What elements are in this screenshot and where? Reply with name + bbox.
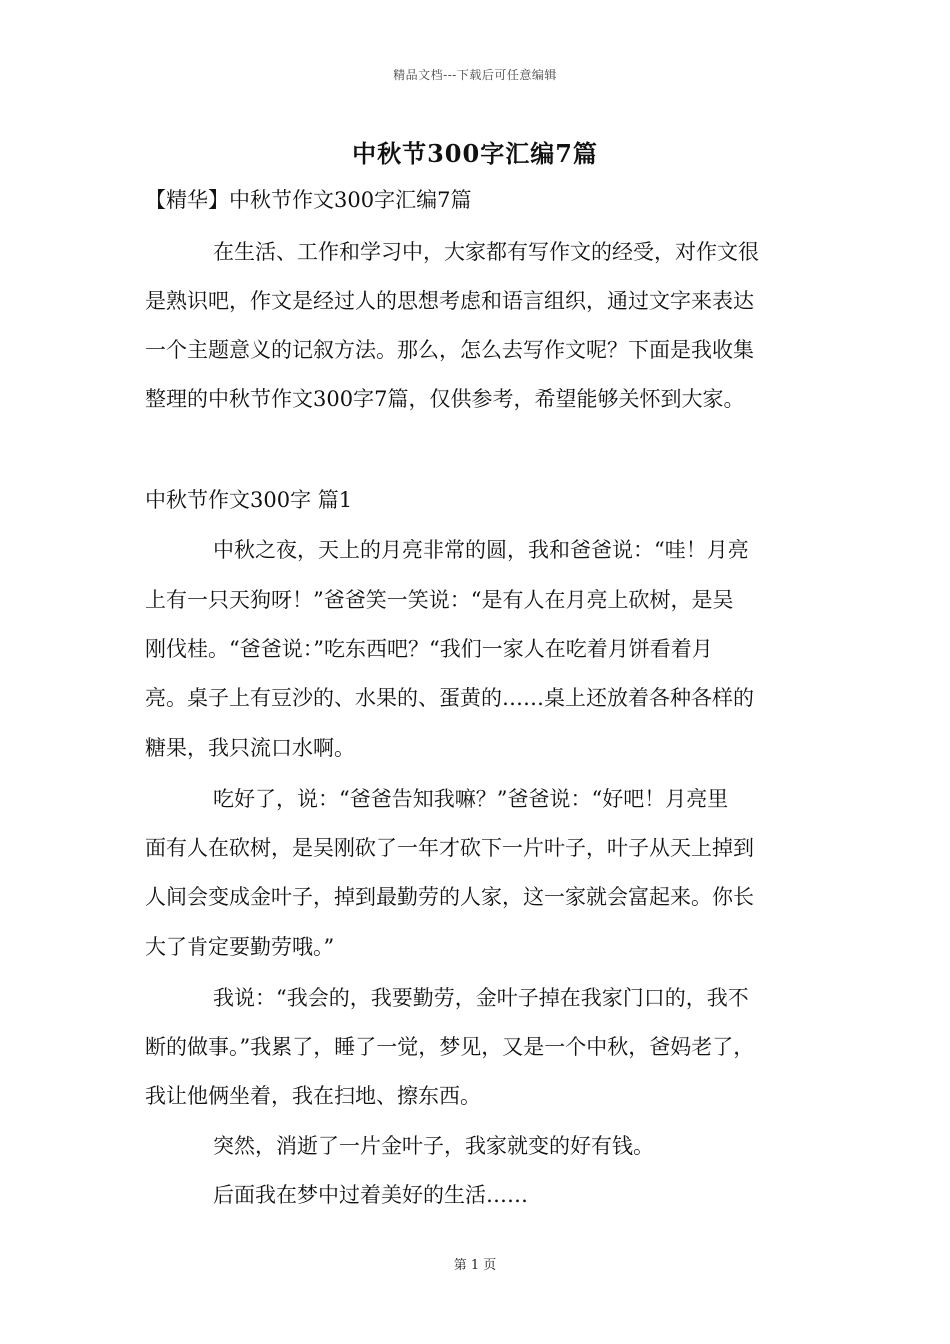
para4: 突然，消逝了一片金叶子，我家就变的好有钱。 bbox=[213, 1134, 654, 1158]
para3-line-1: 我说：“我会的，我要勤劳，金叶子掉在我家门口的，我不 bbox=[213, 986, 749, 1010]
para2-line-2: 面有人在砍树，是吴刚砍了一年才砍下一片叶子，叶子从天上掉到 bbox=[145, 836, 754, 860]
para1-line-3: 刚伐桂。“爸爸说：”吃东西吧？“我们一家人在吃着月饼看着月 bbox=[145, 637, 713, 661]
para3-line-3: 我让他俩坐着，我在扫地、擦东西。 bbox=[145, 1084, 481, 1108]
intro-line-2: 是熟识吧，作文是经过人的思想考虑和语言组织，通过文字来表达 bbox=[145, 289, 754, 313]
document-title: 中秋节300字汇编7篇 bbox=[352, 139, 598, 168]
para2-line-3: 人间会变成金叶子，掉到最勤劳的人家，这一家就会富起来。你长 bbox=[145, 885, 754, 909]
para1-line-2: 上有一只天狗呀！”爸爸笑一笑说：“是有人在月亮上砍树，是吴 bbox=[145, 588, 734, 612]
section-heading: 中秋节作文300字 篇1 bbox=[145, 488, 353, 512]
para2-line-1: 吃好了，说：“爸爸告知我嘛？”爸爸说：“好吧！月亮里 bbox=[213, 787, 729, 811]
intro-line-4: 整理的中秋节作文300字7篇，仅供参考，希望能够关怀到大家。 bbox=[145, 387, 745, 411]
header-note: 精品文档---下载后可任意编辑 bbox=[393, 68, 557, 82]
para1-line-4: 亮。桌子上有豆沙的、水果的、蛋黄的……桌上还放着各种各样的 bbox=[145, 686, 754, 710]
intro-line-1: 在生活、工作和学习中，大家都有写作文的经受，对作文很 bbox=[213, 240, 759, 264]
para1-line-1: 中秋之夜，天上的月亮非常的圆，我和爸爸说：“哇！月亮 bbox=[213, 538, 749, 562]
page-number: 第 1 页 bbox=[453, 1258, 497, 1273]
document-subtitle: 【精华】中秋节作文300字汇编7篇 bbox=[145, 188, 472, 212]
para2-line-4: 大了肯定要勤劳哦。” bbox=[145, 935, 335, 959]
para5: 后面我在梦中过着美好的生活…… bbox=[213, 1183, 528, 1207]
para3-line-2: 断的做事。”我累了，睡了一觉，梦见，又是一个中秋，爸妈老了， bbox=[145, 1035, 755, 1059]
para1-line-5: 糖果，我只流口水啊。 bbox=[145, 736, 355, 760]
intro-line-3: 一个主题意义的记叙方法。那么，怎么去写作文呢？下面是我收集 bbox=[145, 338, 754, 362]
